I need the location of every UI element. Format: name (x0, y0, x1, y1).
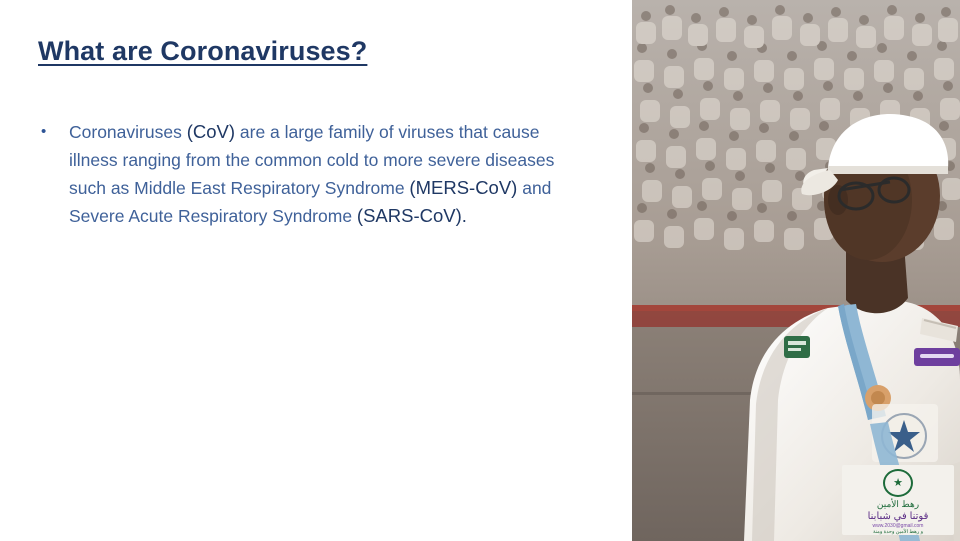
logo-arabic-line1: رهط الأمين (876, 499, 920, 509)
body-part-3: are a large family of viruses that cause illness ranging from the common cold to more severe diseases such as Middle East Respiratory Syndrome (69, 122, 555, 198)
bullet-text (69, 118, 558, 230)
crest-icon: ★ (883, 469, 913, 497)
body-part-7: . (461, 205, 467, 226)
page-title: What are Coronaviruses? (38, 36, 368, 66)
bullet-marker: • (41, 123, 47, 140)
organization-logo (842, 465, 954, 535)
body-part-cov: (CoV) (186, 121, 236, 142)
scout-officer-photo (632, 0, 960, 541)
body-part-1: Coronaviruses (69, 122, 187, 142)
list-item (38, 118, 558, 230)
body-part-mers-cov: (MERS-CoV) (409, 177, 518, 198)
photo-illustration (632, 0, 960, 541)
bullet-list (38, 118, 558, 230)
body-part-5: and Severe Acute Respiratory Syndrome (69, 178, 552, 226)
logo-subtext: و رهط الأمين وحدة ومنة (872, 529, 924, 535)
body-part-sars-cov: (SARS-CoV) (356, 205, 462, 226)
logo-email-text: www.2030@gmail.com (872, 523, 924, 529)
logo-arabic-line2: قوتنا في شبابنا (867, 511, 929, 522)
